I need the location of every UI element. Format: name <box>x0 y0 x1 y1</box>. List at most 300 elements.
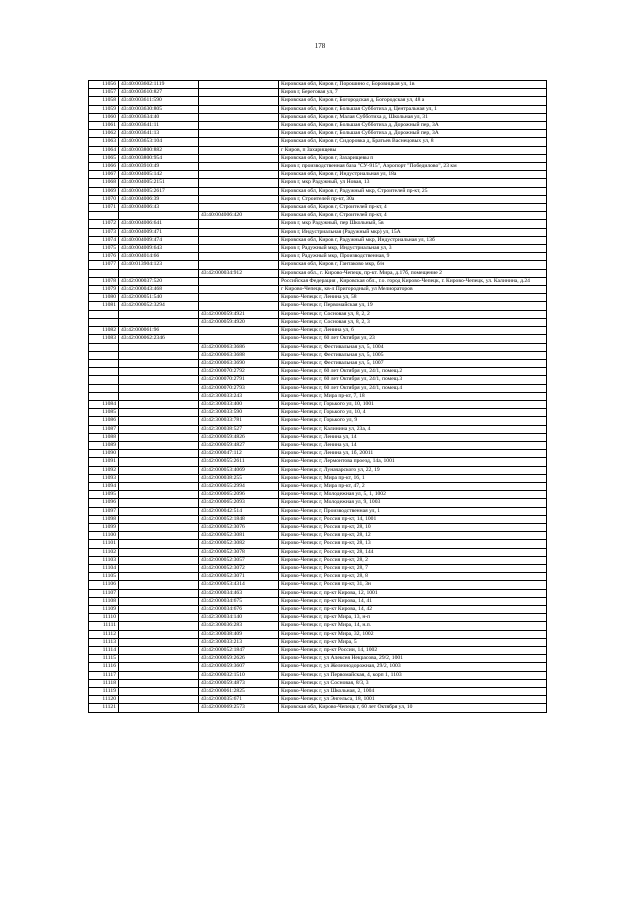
cadastral-number-2-cell <box>199 138 279 146</box>
table-row <box>89 204 547 212</box>
row-number-cell: 11060 <box>89 113 119 121</box>
row-number-cell: 11064 <box>89 146 119 154</box>
cadastral-number-cell <box>119 630 199 638</box>
row-number-cell: 11112 <box>89 630 119 638</box>
cadastral-number-2-cell <box>199 154 279 162</box>
table-row <box>89 573 547 581</box>
cadastral-number-cell: 43:40:003910:49 <box>119 163 199 171</box>
cadastral-number-cell: 43:40:003610:827 <box>119 89 199 97</box>
table-row <box>89 253 547 261</box>
address-cell: Киров г, мкр Радужный, пер Школьный, 5в <box>279 220 547 228</box>
cadastral-number-2-cell: 43:42:000059:3607 <box>199 663 279 671</box>
table-row <box>89 540 547 548</box>
table-row <box>89 171 547 179</box>
row-number-cell: 11116 <box>89 663 119 671</box>
cadastral-number-2-cell <box>199 277 279 285</box>
address-cell: Кирово-Чепецк г, ул Энгельса, 18, 1001 <box>279 696 547 704</box>
address-cell: Кирово-Чепецк г, Россия пр-кт, 28, 8 <box>279 573 547 581</box>
row-number-cell: 11094 <box>89 482 119 490</box>
cadastral-number-2-cell <box>199 327 279 335</box>
cadastral-number-cell: 43:40:004006:641 <box>119 220 199 228</box>
cadastral-number-2-cell: 43:40:004006:420 <box>199 212 279 220</box>
cadastral-number-2-cell <box>199 163 279 171</box>
cadastral-number-cell: 43:40:003800:954 <box>119 154 199 162</box>
table-row <box>89 523 547 531</box>
cadastral-number-2-cell <box>199 195 279 203</box>
cadastral-number-2-cell <box>199 97 279 105</box>
row-number-cell: 11080 <box>89 294 119 302</box>
row-number-cell <box>89 359 119 367</box>
cadastral-number-2-cell: 43:42:000063:3690 <box>199 359 279 367</box>
cadastral-number-2-cell: 43:42:300033:243 <box>199 392 279 400</box>
cadastral-number-2-cell <box>199 187 279 195</box>
row-number-cell: 11073 <box>89 228 119 236</box>
address-cell: Кирово-Чепецк г, Молодежная ул, 5, 1, 1002 <box>279 491 547 499</box>
row-number-cell: 11098 <box>89 515 119 523</box>
cadastral-number-2-cell: 43:42:000065:2096 <box>199 491 279 499</box>
cadastral-number-cell <box>119 409 199 417</box>
address-cell: Кировская обл, Киров г, Малая Субботиха д, Школьная ул, 31 <box>279 113 547 121</box>
address-cell: Кирово-Чепецк г, Фестивальная ул, 5, 1007 <box>279 359 547 367</box>
table-row <box>89 679 547 687</box>
cadastral-number-cell: 43:40:003630:805 <box>119 105 199 113</box>
cadastral-number-cell <box>119 417 199 425</box>
cadastral-number-2-cell <box>199 179 279 187</box>
address-cell: Кировская обл, Киров г, Порошино с, Боровицкая ул, 1в <box>279 81 547 89</box>
row-number-cell: 11078 <box>89 277 119 285</box>
cadastral-number-cell: 43:40:003611:590 <box>119 97 199 105</box>
row-number-cell: 11066 <box>89 163 119 171</box>
row-number-cell: 11059 <box>89 105 119 113</box>
address-cell: г Киров, п Захарищевы <box>279 146 547 154</box>
table-row <box>89 556 547 564</box>
address-cell: Кирово-Чепецк г, Горького ул, 9 <box>279 417 547 425</box>
row-number-cell: 11104 <box>89 564 119 572</box>
cadastral-number-2-cell: 43:42:000052:1848 <box>199 515 279 523</box>
row-number-cell: 11068 <box>89 179 119 187</box>
cadastral-number-cell <box>119 269 199 277</box>
cadastral-number-2-cell: 43:42:000069:2573 <box>199 704 279 712</box>
address-cell: Кирово-Чепецк г, Луначарского ул, 22, 19 <box>279 466 547 474</box>
address-cell: г Кирово-Чепецк, кв-л Пригородный, ул Мелиораторов <box>279 286 547 294</box>
address-cell: Кирово-Чепецк г, ул Алексея Некрасова, 29/2, 1001 <box>279 655 547 663</box>
table-row <box>89 146 547 154</box>
cadastral-number-2-cell: 43:42:000052:1847 <box>199 647 279 655</box>
table-row <box>89 581 547 589</box>
cadastral-number-2-cell: 43:42:000038:255 <box>199 474 279 482</box>
cadastral-number-2-cell <box>199 220 279 228</box>
cadastral-number-cell <box>119 310 199 318</box>
address-cell: Кирово-Чепецк г, пр-кт Кирова, 12, 1001 <box>279 589 547 597</box>
address-cell: Кировская обл, Киров г, Радужный мкр, Индустриальная ул, 13б <box>279 236 547 244</box>
row-number-cell: 11103 <box>89 556 119 564</box>
table-row <box>89 589 547 597</box>
address-cell: Кирово-Чепецк г, Ленина ул, 14 <box>279 433 547 441</box>
address-cell: Кирово-Чепецк г, Горького ул, 10, 4 <box>279 409 547 417</box>
cadastral-number-cell <box>119 663 199 671</box>
table-row <box>89 228 547 236</box>
address-cell: Кирово-Чепецк г, пр-кт Мира, 5 <box>279 638 547 646</box>
cadastral-number-2-cell: 43:42:000059:4826 <box>199 433 279 441</box>
cadastral-number-cell <box>119 606 199 614</box>
table-row <box>89 376 547 384</box>
cadastral-number-2-cell <box>199 335 279 343</box>
cadastral-number-2-cell: 43:42:000070:2792 <box>199 368 279 376</box>
table-row <box>89 212 547 220</box>
cadastral-number-2-cell: 43:42:000035:671 <box>199 696 279 704</box>
cadastral-number-cell <box>119 688 199 696</box>
registry-table <box>88 80 547 713</box>
cadastral-number-2-cell <box>199 286 279 294</box>
row-number-cell: 11079 <box>89 286 119 294</box>
address-cell: Кирово-Чепецк г, Ленина ул, 6 <box>279 327 547 335</box>
row-number-cell: 11070 <box>89 195 119 203</box>
cadastral-number-2-cell: 43:42:300038:527 <box>199 425 279 433</box>
row-number-cell: 11117 <box>89 671 119 679</box>
row-number-cell: 11095 <box>89 491 119 499</box>
row-number-cell: 11107 <box>89 589 119 597</box>
cadastral-number-2-cell: 43:42:000055:2611 <box>199 458 279 466</box>
row-number-cell: 11062 <box>89 130 119 138</box>
address-cell: Кирово-Чепецк г, Россия пр-кт, 14, 1001 <box>279 515 547 523</box>
cadastral-number-2-cell <box>199 302 279 310</box>
cadastral-number-2-cell: 43:42:000053:4314 <box>199 581 279 589</box>
table-row <box>89 359 547 367</box>
cadastral-number-2-cell: 43:42:300033:213 <box>199 638 279 646</box>
cadastral-number-cell: 43:40:004009:471 <box>119 228 199 236</box>
cadastral-number-2-cell <box>199 236 279 244</box>
row-number-cell: 11057 <box>89 89 119 97</box>
table-row <box>89 606 547 614</box>
table-row <box>89 392 547 400</box>
address-cell: Кировская обл., г. Кирово-Чепецк, пр-кт. Мира, д.17б, помещение 2 <box>279 269 547 277</box>
address-cell: Кирово-Чепецк г, Россия пр-кт, 28, 7 <box>279 564 547 572</box>
row-number-cell: 11087 <box>89 425 119 433</box>
table-row <box>89 704 547 712</box>
table-row <box>89 163 547 171</box>
row-number-cell <box>89 384 119 392</box>
row-number-cell: 11121 <box>89 704 119 712</box>
cadastral-number-cell <box>119 679 199 687</box>
cadastral-number-2-cell: 43:42:300033:590 <box>199 409 279 417</box>
table-row <box>89 433 547 441</box>
address-cell: Кирово-Чепецк г, пр-кт Кирова, 14, 41 <box>279 597 547 605</box>
cadastral-number-2-cell: 43:42:300036:283 <box>199 622 279 630</box>
table-row <box>89 335 547 343</box>
address-cell: Российская Федерация , Кировская обл., г.о. город Кирово-Чепецк, г. Кирово-Чепецк, ул. Калинина, д.24 <box>279 277 547 285</box>
table-row <box>89 450 547 458</box>
row-number-cell: 11096 <box>89 499 119 507</box>
table-row <box>89 515 547 523</box>
cadastral-number-cell <box>119 647 199 655</box>
table-row <box>89 507 547 515</box>
cadastral-number-2-cell: 43:42:000070:2791 <box>199 376 279 384</box>
row-number-cell <box>89 368 119 376</box>
cadastral-number-cell <box>119 614 199 622</box>
cadastral-number-cell <box>119 368 199 376</box>
row-number-cell: 11119 <box>89 688 119 696</box>
table-row <box>89 343 547 351</box>
row-number-cell: 11108 <box>89 597 119 605</box>
row-number-cell: 11085 <box>89 409 119 417</box>
cadastral-number-2-cell: 43:42:000034:912 <box>199 269 279 277</box>
table-row <box>89 597 547 605</box>
table-row <box>89 688 547 696</box>
row-number-cell: 11065 <box>89 154 119 162</box>
cadastral-number-2-cell: 43:42:000059:4921 <box>199 310 279 318</box>
address-cell: Кирово-Чепецк г, Производственная ул, 1 <box>279 507 547 515</box>
table-row <box>89 261 547 269</box>
address-cell: Кировская обл, Киров г, Богородская д, Богородская ул, 48 а <box>279 97 547 105</box>
cadastral-number-2-cell: 43:42:000052:3082 <box>199 540 279 548</box>
address-cell: Кирово-Чепецк г, пр-кт России, 14, 1002 <box>279 647 547 655</box>
cadastral-number-2-cell: 43:42:300038:409 <box>199 630 279 638</box>
table-row <box>89 614 547 622</box>
cadastral-number-cell <box>119 359 199 367</box>
cadastral-number-cell <box>119 655 199 663</box>
cadastral-number-cell <box>119 532 199 540</box>
row-number-cell: 11100 <box>89 532 119 540</box>
row-number-cell <box>89 318 119 326</box>
row-number-cell: 11077 <box>89 261 119 269</box>
table-row <box>89 548 547 556</box>
cadastral-number-cell: 43:40:004006:43 <box>119 204 199 212</box>
row-number-cell: 11099 <box>89 523 119 531</box>
cadastral-number-2-cell <box>199 253 279 261</box>
table-row <box>89 671 547 679</box>
table-row <box>89 327 547 335</box>
table-row <box>89 130 547 138</box>
cadastral-number-2-cell: 43:42:000059:4827 <box>199 441 279 449</box>
cadastral-number-2-cell: 43:42:000065:2093 <box>199 499 279 507</box>
cadastral-number-cell <box>119 523 199 531</box>
cadastral-number-cell <box>119 581 199 589</box>
cadastral-number-cell <box>119 474 199 482</box>
table-row <box>89 630 547 638</box>
cadastral-number-cell: 43:40:003641:13 <box>119 130 199 138</box>
cadastral-number-cell: 43:40:003602:1119 <box>119 81 199 89</box>
row-number-cell: 11120 <box>89 696 119 704</box>
address-cell: Кировская обл, Киров г, Сидоровка д, Братьев Васнецовых ул, 8 <box>279 138 547 146</box>
row-number-cell: 11115 <box>89 655 119 663</box>
row-number-cell: 11106 <box>89 581 119 589</box>
table-row <box>89 236 547 244</box>
table-row <box>89 318 547 326</box>
cadastral-number-2-cell: 43:42:000053:4069 <box>199 466 279 474</box>
cadastral-number-cell <box>119 638 199 646</box>
cadastral-number-cell <box>119 458 199 466</box>
cadastral-number-cell <box>119 548 199 556</box>
row-number-cell: 11092 <box>89 466 119 474</box>
address-cell: Кировская обл, Киров г, Большая Субботиха д, Дорожный пер, 3А <box>279 130 547 138</box>
row-number-cell: 11114 <box>89 647 119 655</box>
address-cell: Кирово-Чепецк г, 60 лет Октября ул, 24/1, помещ.3 <box>279 376 547 384</box>
table-row <box>89 499 547 507</box>
address-cell: Кировская обл, Киров г, Большая Субботиха д, Центральная ул, 1 <box>279 105 547 113</box>
cadastral-number-cell: 43:40:003634:40 <box>119 113 199 121</box>
cadastral-number-cell <box>119 466 199 474</box>
cadastral-number-cell <box>119 384 199 392</box>
cadastral-number-cell <box>119 433 199 441</box>
cadastral-number-2-cell: 43:42:000052:3081 <box>199 532 279 540</box>
address-cell: Кирово-Чепецк г, пр-кт Мира, 13, н-п <box>279 614 547 622</box>
address-cell: Кирово-Чепецк г, Фестивальная ул, 5, 1004 <box>279 343 547 351</box>
row-number-cell: 11110 <box>89 614 119 622</box>
address-cell: Кирово-Чепецк г, Сосновая ул, 8, 2, 3 <box>279 318 547 326</box>
table-row <box>89 564 547 572</box>
row-number-cell: 11084 <box>89 400 119 408</box>
cadastral-number-cell <box>119 450 199 458</box>
cadastral-number-2-cell: 43:42:300034:140 <box>199 614 279 622</box>
cadastral-number-cell <box>119 400 199 408</box>
table-row <box>89 105 547 113</box>
address-cell: Кирово-Чепецк г, пр-кт Кирова, 14, 42 <box>279 606 547 614</box>
address-cell: Кирово-Чепецк г, Россия пр-кт, 28, 13 <box>279 540 547 548</box>
row-number-cell: 11083 <box>89 335 119 343</box>
table-row <box>89 491 547 499</box>
address-cell: Кирово-Чепецк г, 60 лет Октября ул, 24/1, помещ.4 <box>279 384 547 392</box>
cadastral-number-2-cell <box>199 113 279 121</box>
address-cell: Киров г, производственная база "СУ-915", Аэропорт "Победилово", 23 км <box>279 163 547 171</box>
address-cell: Кирово-Чепецк г, Россия пр-кт, 31, 3н <box>279 581 547 589</box>
address-cell: Кирово-Чепецк г, Молодежная ул, 9, 1003 <box>279 499 547 507</box>
address-cell: Кировская обл, Киров г, Гантаково мкр, б/н <box>279 261 547 269</box>
cadastral-number-cell <box>119 589 199 597</box>
table-row <box>89 482 547 490</box>
row-number-cell: 11102 <box>89 548 119 556</box>
cadastral-number-cell <box>119 704 199 712</box>
table-row <box>89 466 547 474</box>
row-number-cell: 11067 <box>89 171 119 179</box>
row-number-cell: 11101 <box>89 540 119 548</box>
address-cell: Киров г, Радужный мкр, Индустриальная ул, 3 <box>279 245 547 253</box>
address-cell: Киров г, Береговая ул, 7 <box>279 89 547 97</box>
table-row <box>89 220 547 228</box>
address-cell: Кирово-Чепецк г, Россия пр-кт, 28, 10 <box>279 523 547 531</box>
address-cell: Кирово-Чепецк г, Мира пр-кт, 16, 1 <box>279 474 547 482</box>
cadastral-number-cell: 43:42:000051:540 <box>119 294 199 302</box>
address-cell: Кирово-Чепецк г, Калинина ул, 23а, 4 <box>279 425 547 433</box>
cadastral-number-cell: 43:42:000062:2346 <box>119 335 199 343</box>
cadastral-number-cell: 43:40:004005:142 <box>119 171 199 179</box>
cadastral-number-2-cell <box>199 81 279 89</box>
row-number-cell: 11090 <box>89 450 119 458</box>
address-cell: Кирово-Чепецк г, Россия пр-кт, 28, 12 <box>279 532 547 540</box>
address-cell: Кирово-Чепецк г, ул Железнодорожная, 29/2, 1003 <box>279 663 547 671</box>
cadastral-number-cell <box>119 318 199 326</box>
table-row <box>89 245 547 253</box>
address-cell: Кирово-Чепецк г, ул Первомайская, 4, корп 1, 1103 <box>279 671 547 679</box>
row-number-cell <box>89 392 119 400</box>
row-number-cell: 11071 <box>89 204 119 212</box>
table-row <box>89 81 547 89</box>
table-row <box>89 663 547 671</box>
cadastral-number-2-cell <box>199 122 279 130</box>
table-row <box>89 696 547 704</box>
cadastral-number-cell <box>119 515 199 523</box>
table-row <box>89 97 547 105</box>
address-cell: Кирово-Чепецк г, Ленина ул, 1б, 20011 <box>279 450 547 458</box>
cadastral-number-cell <box>119 351 199 359</box>
cadastral-number-2-cell <box>199 105 279 113</box>
address-cell: Кирово-Чепецк г, Россия пр-кт, 28, 144 <box>279 548 547 556</box>
table-row <box>89 310 547 318</box>
address-cell: Кировская обл, Киров г, Индустриальная ул, 18а <box>279 171 547 179</box>
table-row <box>89 294 547 302</box>
cadastral-number-2-cell: 43:42:000052:3071 <box>199 573 279 581</box>
cadastral-number-cell <box>119 376 199 384</box>
cadastral-number-2-cell: 43:42:300033:400 <box>199 400 279 408</box>
address-cell: Кировская обл, Киров г, Большая Субботиха д, Дорожный пер, 3А <box>279 122 547 130</box>
row-number-cell: 11082 <box>89 327 119 335</box>
address-cell: Киров г, Радужный мкр, Производственная, 9 <box>279 253 547 261</box>
cadastral-number-cell: 43:40:004009:643 <box>119 245 199 253</box>
row-number-cell: 11081 <box>89 302 119 310</box>
cadastral-number-2-cell: 43:42:000061:2825 <box>199 688 279 696</box>
address-cell: Кировская обл, Киров г, Строителей пр-кт, 4 <box>279 212 547 220</box>
cadastral-number-2-cell: 43:42:000032:1510 <box>199 671 279 679</box>
cadastral-number-2-cell: 43:42:000034:463 <box>199 589 279 597</box>
cadastral-number-cell <box>119 556 199 564</box>
cadastral-number-2-cell: 43:42:000070:2793 <box>199 384 279 392</box>
cadastral-number-cell <box>119 212 199 220</box>
table-row <box>89 441 547 449</box>
address-cell: Киров г, Индустриальная (Радужный мкр) ул, 15А <box>279 228 547 236</box>
row-number-cell: 11075 <box>89 245 119 253</box>
address-cell: Киров г, Строителей пр-кт, 30а <box>279 195 547 203</box>
row-number-cell <box>89 310 119 318</box>
address-cell: Кирово-Чепецк г, пр-кт Мира, 14, н.п. <box>279 622 547 630</box>
table-row <box>89 647 547 655</box>
cadastral-number-2-cell: 43:42:000059:4920 <box>199 318 279 326</box>
cadastral-number-cell: 43:40:013904:123 <box>119 261 199 269</box>
row-number-cell <box>89 212 119 220</box>
cadastral-number-2-cell: 43:42:000063:3686 <box>199 343 279 351</box>
cadastral-number-2-cell <box>199 294 279 302</box>
table-row <box>89 417 547 425</box>
address-cell: Кирово-Чепецк г, Первомайская ул, 19 <box>279 302 547 310</box>
cadastral-number-cell: 43:40:004006:39 <box>119 195 199 203</box>
cadastral-number-2-cell <box>199 171 279 179</box>
cadastral-number-cell <box>119 564 199 572</box>
cadastral-number-cell: 43:40:003800:882 <box>119 146 199 154</box>
row-number-cell: 11093 <box>89 474 119 482</box>
address-cell: Кирово-Чепецк г, Фестивальная ул, 5, 1005 <box>279 351 547 359</box>
cadastral-number-cell <box>119 540 199 548</box>
row-number-cell: 11091 <box>89 458 119 466</box>
row-number-cell: 11109 <box>89 606 119 614</box>
cadastral-number-2-cell <box>199 245 279 253</box>
cadastral-number-2-cell <box>199 228 279 236</box>
table-row <box>89 425 547 433</box>
cadastral-number-cell: 43:40:003653:104 <box>119 138 199 146</box>
cadastral-number-2-cell <box>199 204 279 212</box>
address-cell: Кирово-Чепецк г, пр-кт Мира, 32, 1002 <box>279 630 547 638</box>
table-row <box>89 154 547 162</box>
table-row <box>89 269 547 277</box>
address-cell: Кирово-Чепецк г, 60 лет Октября ул, 24/1, помещ.2 <box>279 368 547 376</box>
registry-table-body <box>89 81 547 713</box>
address-cell: Кировская обл, Киров г, Строителей пр-кт, 4 <box>279 204 547 212</box>
cadastral-number-2-cell: 43:42:000034:676 <box>199 606 279 614</box>
address-cell: Кировская обл, Кирово-Чепецк г, 60 лет Октября ул, 10 <box>279 704 547 712</box>
row-number-cell: 11105 <box>89 573 119 581</box>
address-cell: Кирово-Чепецк г, Ленина ул, 14 <box>279 441 547 449</box>
cadastral-number-2-cell <box>199 261 279 269</box>
table-row <box>89 286 547 294</box>
cadastral-number-cell <box>119 597 199 605</box>
row-number-cell: 11111 <box>89 622 119 630</box>
